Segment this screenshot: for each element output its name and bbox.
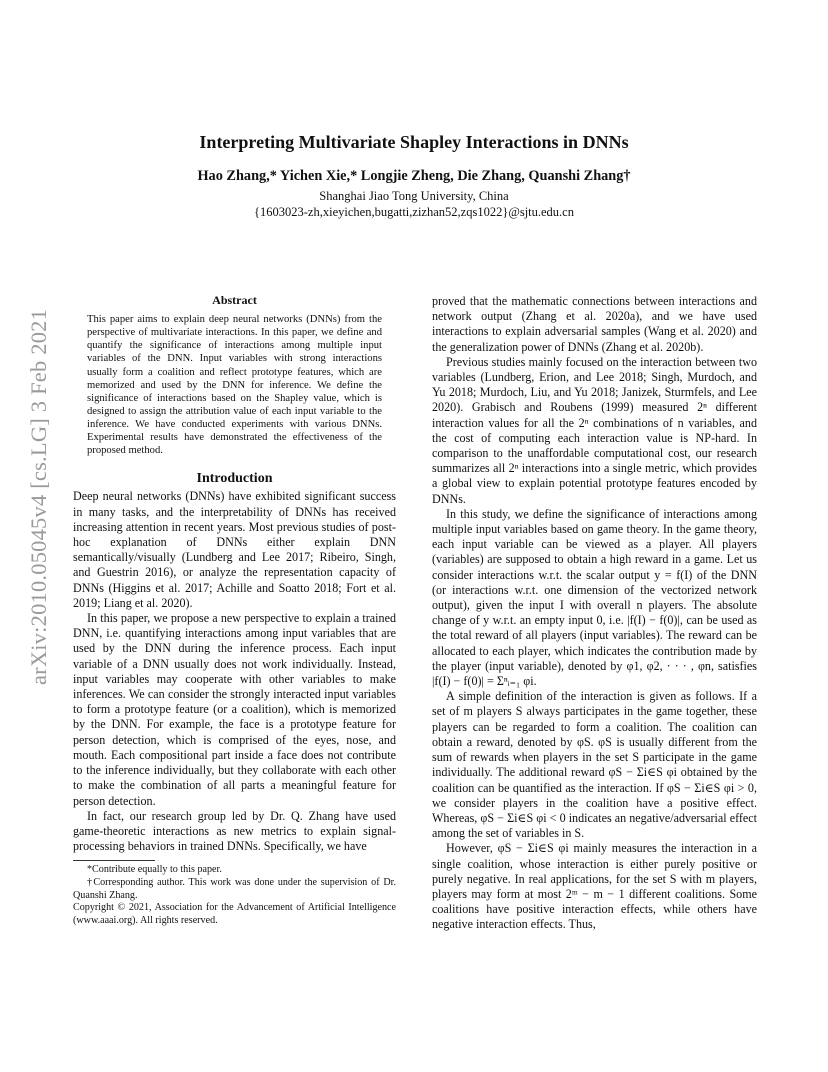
affiliation: Shanghai Jiao Tong University, China — [319, 189, 509, 203]
copyright-notice: Copyright © 2021, Association for the Advancement of Artificial Intelligence (www.aaai.org). All rights reserved. — [73, 902, 396, 926]
right-paragraph-2: Previous studies mainly focused on the interaction between two variables (Lundberg, Erion, and Lee 2018; Singh, Murdoch, and Yu 2018; Murdoch, Liu, and Yu 2018; Janizek, Sturmfels, and Lee 2020). Grabisch and Roubens (1999) measured 2ⁿ different interaction values for all the 2ⁿ combinations of n variables, and the cost of computing each interaction value is NP-hard. In comparison to the unaffordable computational cost, our research summarizes all 2ⁿ interactions into a single metric, which provides a global view to explain potential prototype features encoded by DNNs. — [432, 354, 757, 506]
right-paragraph-5: However, φS − Σi∈S φi mainly measures the interaction in a single coalition, whose interaction is either purely positive or purely negative. In real applications, for the set S with m players, players may form at most 2ᵐ − m − 1 different coalitions. Some coalitions have positive interaction effects, while others have negative interaction effects. Thus, — [432, 841, 757, 932]
introduction-heading: Introduction — [196, 471, 273, 487]
footnote-rule — [73, 860, 155, 861]
intro-paragraph-1: Deep neural networks (DNNs) have exhibited significant success in many tasks, and the interpretability of DNNs has received increasing attention in recent years. Most previous studies of post-hoc explanation of DNNs either explain DNN semantically/visually (Lundberg and Lee 2017; Ribeiro, Singh, and Guestrin 2016), or analyze the representation capacity of DNNs (Higgins et al. 2017; Achille and Soatto 2018; Fort et al. 2019; Liang et al. 2020). — [73, 489, 396, 610]
abstract-heading: Abstract — [212, 293, 257, 307]
intro-paragraph-3: In fact, our research group led by Dr. Q. Zhang have used game-theoretic interactions as new metrics to explain signal-processing behaviors in trained DNNs. Specifically, we have — [73, 808, 396, 854]
abstract-text: This paper aims to explain deep neural networks (DNNs) from the perspective of multivariate interactions. In this paper, we define and quantify the significance of interactions among multiple input variables of the DNN. Input variables with strong interactions usually form a coalition and reflect prototype features, which are memorized and used by the DNN for inference. We define the significance of interactions based on the Shapley value, which is designed to assign the attribution value of each input variable to the inference. We have conducted experiments with various DNNs. Experimental results have demonstrated the effectiveness of the proposed method. — [87, 314, 382, 457]
right-column — [432, 294, 757, 933]
paper-title: Interpreting Multivariate Shapley Interactions in DNNs — [199, 132, 629, 152]
arxiv-identifier: arXiv:2010.05045v4 [cs.LG] 3 Feb 2021 — [26, 308, 51, 686]
arxiv-sidebar-stamp — [18, 297, 60, 697]
right-paragraph-1: proved that the mathematic connections between interactions and network output (Zhang et al. 2020a), and we have used interactions to explain adversarial samples (Wang et al. 2020) and the generalization power of DNNs (Zhang et al. 2020b). — [432, 294, 757, 354]
left-column — [73, 293, 396, 927]
author-list: Hao Zhang,* Yichen Xie,* Longjie Zheng, Die Zhang, Quanshi Zhang† — [197, 168, 631, 184]
paper-header — [0, 131, 828, 220]
footnote-equal-contribution: *Contribute equally to this paper. — [87, 864, 222, 876]
intro-paragraph-2: In this paper, we propose a new perspective to explain a trained DNN, i.e. quantifying interactions among input variables that are used by the DNN during the inference process. Each input variable of a DNN usually does not work individually. Instead, input variables may cooperate with other variables to make inferences. We can consider the strongly interacted input variables to form a prototype feature (or a coalition), which is memorized by the DNN. For example, the face is a prototype feature for person detection, which is comprised of the eyes, nose, and mouth. Each compositional part inside a face does not contribute to the inference individually, but they collaborate with each other to make the combination of all parts a meaningful feature for person detection. — [73, 611, 396, 808]
right-paragraph-4: A simple definition of the interaction is given as follows. If a set of m players S always participates in the game together, these players can be regarded to form a coalition. The coalition can obtain a reward, denoted by φS. φS is usually different from the sum of rewards when players in the set S participate in the game individually. The additional reward φS − Σi∈S φi obtained by the coalition can be quantified as the interaction. If φS − Σi∈S φi > 0, we consider players in the coalition have a positive effect. Whereas, φS − Σi∈S φi < 0 indicates an negative/adversarial effect among the set of variables in S. — [432, 689, 757, 841]
author-emails: {1603023-zh,xieyichen,bugatti,zizhan52,zqs1022}@sjtu.edu.cn — [254, 205, 574, 219]
right-paragraph-3: In this study, we define the significance of interactions among multiple input variables based on game theory. In the game theory, each input variable can be viewed as a player. All players (variables) are supposed to obtain a high reward in a game. Let us consider interactions w.r.t. the scalar output y = f(I) of the DNN (or interactions w.r.t. one dimension of the vectorized network output), given the input I with overall n players. The absolute change of y w.r.t. an empty input 0, i.e. |f(I) − f(0)|, can be used as the total reward of all players (input variables). The reward can be allocated to each player, which indicates the contribution made by the player (input variable), denoted by φ1, φ2, · · · , φn, satisfies |f(I) − f(0)| = Σⁿᵢ₌₁ φi. — [432, 506, 757, 689]
footnote-corresponding-author: †Corresponding author. This work was done under the supervision of Dr. Quanshi Zhang. — [73, 876, 396, 901]
